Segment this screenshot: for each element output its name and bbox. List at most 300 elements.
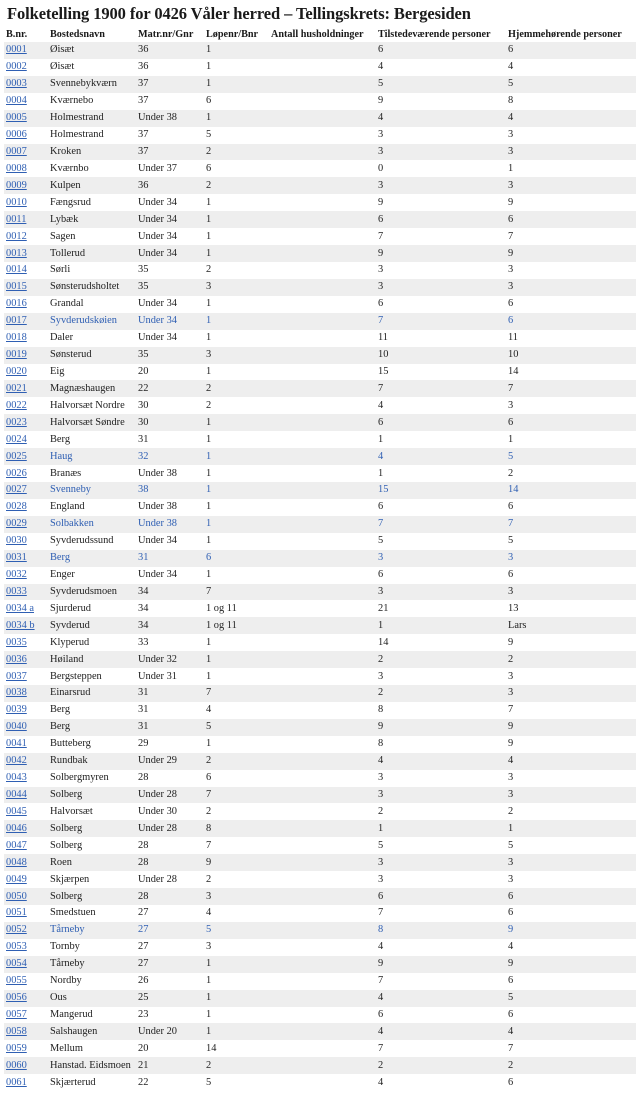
bnr-link[interactable]: 0034 b — [6, 619, 35, 631]
cell-bnr — [4, 482, 48, 499]
cell-husholdninger — [269, 127, 376, 144]
cell-husholdninger — [269, 313, 376, 330]
cell-husholdninger — [269, 93, 376, 110]
cell-bostedsnavn: Solberg — [48, 837, 136, 854]
bnr-link[interactable]: 0023 — [6, 416, 27, 428]
cell-bnr — [4, 820, 48, 837]
bnr-link[interactable]: 0029 — [6, 518, 27, 530]
cell-hjemmehorende: 7 — [506, 516, 636, 533]
cell-tilstedevaerende: 8 — [376, 702, 506, 719]
cell-bnr — [4, 685, 48, 702]
cell-hjemmehorende: 4 — [506, 59, 636, 76]
cell-bnr — [4, 499, 48, 516]
bnr-link[interactable]: 0022 — [6, 399, 27, 411]
bnr-link[interactable]: 0037 — [6, 670, 27, 682]
cell-hjemmehorende: 1 — [506, 431, 636, 448]
bnr-link[interactable]: 0060 — [6, 1059, 27, 1071]
bnr-link[interactable]: 0024 — [6, 433, 27, 445]
cell-matr: 20 — [136, 364, 204, 381]
cell-husholdninger — [269, 922, 376, 939]
cell-lopenr: 1 — [204, 228, 269, 245]
cell-lopenr: 1 — [204, 110, 269, 127]
cell-lopenr: 1 — [204, 211, 269, 228]
bnr-link[interactable]: 0038 — [6, 687, 27, 699]
bnr-link[interactable]: 0052 — [6, 924, 27, 936]
cell-hjemmehorende: 10 — [506, 347, 636, 364]
bnr-link[interactable]: 0025 — [6, 450, 27, 462]
table-row — [4, 820, 636, 837]
table-row — [4, 1007, 636, 1024]
cell-tilstedevaerende: 3 — [376, 279, 506, 296]
cell-bostedsnavn: Syvderudskøien — [48, 313, 136, 330]
cell-matr: 28 — [136, 854, 204, 871]
cell-tilstedevaerende: 6 — [376, 888, 506, 905]
bnr-link[interactable]: 0009 — [6, 179, 27, 191]
cell-hjemmehorende: 7 — [506, 380, 636, 397]
cell-tilstedevaerende: 14 — [376, 634, 506, 651]
bnr-link[interactable]: 0002 — [6, 61, 27, 73]
cell-husholdninger — [269, 482, 376, 499]
cell-bostedsnavn: Sørli — [48, 262, 136, 279]
cell-husholdninger — [269, 550, 376, 567]
cell-bnr — [4, 668, 48, 685]
cell-matr: Under 32 — [136, 651, 204, 668]
cell-bostedsnavn: Halvorsæt — [48, 803, 136, 820]
bnr-link[interactable]: 0010 — [6, 196, 27, 208]
cell-bnr — [4, 177, 48, 194]
cell-lopenr: 1 — [204, 431, 269, 448]
cell-hjemmehorende: 2 — [506, 803, 636, 820]
bnr-link[interactable]: 0008 — [6, 162, 27, 174]
cell-bnr — [4, 211, 48, 228]
bnr-link[interactable]: 0031 — [6, 552, 27, 564]
table-row — [4, 228, 636, 245]
cell-bostedsnavn: Høiland — [48, 651, 136, 668]
cell-tilstedevaerende: 6 — [376, 499, 506, 516]
cell-tilstedevaerende: 15 — [376, 364, 506, 381]
table-row — [4, 211, 636, 228]
cell-lopenr: 6 — [204, 93, 269, 110]
cell-lopenr: 1 — [204, 330, 269, 347]
bnr-link[interactable]: 0016 — [6, 298, 27, 310]
cell-tilstedevaerende: 2 — [376, 1057, 506, 1074]
bnr-link[interactable]: 0041 — [6, 738, 27, 750]
bnr-link[interactable]: 0012 — [6, 230, 27, 242]
cell-lopenr: 1 — [204, 499, 269, 516]
bnr-link[interactable]: 0055 — [6, 975, 27, 987]
cell-bnr — [4, 702, 48, 719]
cell-lopenr: 1 — [204, 59, 269, 76]
cell-husholdninger — [269, 871, 376, 888]
bnr-link[interactable]: 0007 — [6, 145, 27, 157]
bnr-link[interactable]: 0057 — [6, 1009, 27, 1020]
cell-husholdninger — [269, 364, 376, 381]
cell-bostedsnavn: Lybæk — [48, 211, 136, 228]
table-body — [4, 42, 636, 1091]
table-row — [4, 110, 636, 127]
cell-husholdninger — [269, 380, 376, 397]
bnr-link[interactable]: 0039 — [6, 704, 27, 716]
table-row — [4, 1040, 636, 1057]
bnr-link[interactable]: 0047 — [6, 839, 27, 851]
cell-husholdninger — [269, 228, 376, 245]
cell-matr: Under 29 — [136, 753, 204, 770]
table-row — [4, 871, 636, 888]
cell-lopenr: 7 — [204, 787, 269, 804]
table-row — [4, 888, 636, 905]
cell-husholdninger — [269, 465, 376, 482]
bnr-link[interactable]: 0006 — [6, 129, 27, 141]
cell-bostedsnavn: Tårneby — [48, 956, 136, 973]
bnr-link[interactable]: 0053 — [6, 941, 27, 953]
table-row — [4, 347, 636, 364]
cell-bostedsnavn: Halvorsæt Nordre — [48, 397, 136, 414]
cell-lopenr: 1 — [204, 465, 269, 482]
bnr-link[interactable]: 0003 — [6, 78, 27, 90]
bnr-link[interactable]: 0040 — [6, 721, 27, 733]
table-row — [4, 922, 636, 939]
table-row — [4, 279, 636, 296]
table-row — [4, 736, 636, 753]
cell-matr: 29 — [136, 736, 204, 753]
cell-husholdninger — [269, 397, 376, 414]
cell-bostedsnavn: Enger — [48, 567, 136, 584]
bnr-link[interactable]: 0058 — [6, 1025, 27, 1037]
cell-matr: 22 — [136, 380, 204, 397]
cell-hjemmehorende: 6 — [506, 567, 636, 584]
cell-bnr — [4, 584, 48, 601]
cell-bnr — [4, 1057, 48, 1074]
cell-husholdninger — [269, 499, 376, 516]
cell-tilstedevaerende: 9 — [376, 93, 506, 110]
bnr-link[interactable]: 0020 — [6, 365, 27, 377]
cell-hjemmehorende: 6 — [506, 42, 636, 59]
bnr-link[interactable]: 0049 — [6, 873, 27, 885]
cell-bnr — [4, 973, 48, 990]
cell-tilstedevaerende: 4 — [376, 448, 506, 465]
cell-tilstedevaerende: 3 — [376, 550, 506, 567]
cell-matr: 28 — [136, 888, 204, 905]
cell-bostedsnavn: Kulpen — [48, 177, 136, 194]
table-row — [4, 600, 636, 617]
cell-hjemmehorende: 4 — [506, 110, 636, 127]
cell-bostedsnavn: Hanstad. Eidsmoen — [48, 1057, 136, 1074]
cell-lopenr: 6 — [204, 550, 269, 567]
cell-tilstedevaerende: 6 — [376, 296, 506, 313]
cell-husholdninger — [269, 516, 376, 533]
table-row — [4, 76, 636, 93]
cell-tilstedevaerende: 6 — [376, 42, 506, 59]
cell-hjemmehorende: 5 — [506, 533, 636, 550]
cell-matr: Under 34 — [136, 194, 204, 211]
cell-matr: Under 20 — [136, 1023, 204, 1040]
bnr-link[interactable]: 0018 — [6, 332, 27, 344]
cell-matr: 31 — [136, 431, 204, 448]
table-row — [4, 330, 636, 347]
cell-matr: 27 — [136, 939, 204, 956]
cell-bnr — [4, 93, 48, 110]
cell-hjemmehorende: 3 — [506, 279, 636, 296]
cell-bostedsnavn: Kværnebo — [48, 93, 136, 110]
table-row — [4, 905, 636, 922]
cell-hjemmehorende: 6 — [506, 211, 636, 228]
cell-bnr — [4, 245, 48, 262]
cell-husholdninger — [269, 753, 376, 770]
cell-bostedsnavn: Nordby — [48, 973, 136, 990]
cell-bostedsnavn: Skjærpen — [48, 871, 136, 888]
table-row — [4, 1023, 636, 1040]
cell-tilstedevaerende: 7 — [376, 380, 506, 397]
bnr-link[interactable]: 0044 — [6, 789, 27, 801]
cell-tilstedevaerende: 7 — [376, 905, 506, 922]
table-row — [4, 127, 636, 144]
bnr-link[interactable]: 0042 — [6, 755, 27, 767]
cell-tilstedevaerende: 2 — [376, 651, 506, 668]
cell-hjemmehorende: 9 — [506, 245, 636, 262]
cell-husholdninger — [269, 787, 376, 804]
cell-bnr — [4, 380, 48, 397]
bnr-link[interactable]: 0005 — [6, 112, 27, 124]
cell-lopenr: 5 — [204, 719, 269, 736]
cell-lopenr: 6 — [204, 770, 269, 787]
bnr-link[interactable]: 0004 — [6, 95, 27, 107]
bnr-link[interactable]: 0001 — [6, 44, 27, 56]
cell-bnr — [4, 431, 48, 448]
cell-bnr — [4, 160, 48, 177]
bnr-link[interactable]: 0015 — [6, 281, 27, 293]
cell-hjemmehorende: 3 — [506, 584, 636, 601]
cell-tilstedevaerende: 7 — [376, 973, 506, 990]
cell-bostedsnavn: Solberg — [48, 888, 136, 905]
cell-tilstedevaerende: 11 — [376, 330, 506, 347]
table-row — [4, 414, 636, 431]
bnr-link[interactable]: 0026 — [6, 467, 27, 479]
header-row — [4, 27, 636, 42]
cell-husholdninger — [269, 1023, 376, 1040]
cell-tilstedevaerende: 3 — [376, 177, 506, 194]
cell-lopenr: 1 — [204, 567, 269, 584]
cell-matr: Under 31 — [136, 668, 204, 685]
bnr-link[interactable]: 0028 — [6, 501, 27, 513]
cell-tilstedevaerende: 4 — [376, 397, 506, 414]
bnr-link[interactable]: 0027 — [6, 484, 27, 496]
cell-hjemmehorende: 4 — [506, 1023, 636, 1040]
table-row — [4, 296, 636, 313]
col-header-bostedsnavn: Bostedsnavn — [50, 29, 105, 40]
cell-tilstedevaerende: 6 — [376, 567, 506, 584]
cell-matr: 30 — [136, 414, 204, 431]
cell-hjemmehorende: 5 — [506, 990, 636, 1007]
bnr-link[interactable]: 0061 — [6, 1076, 27, 1088]
cell-tilstedevaerende: 4 — [376, 59, 506, 76]
bnr-link[interactable]: 0030 — [6, 535, 27, 547]
cell-bostedsnavn: Eig — [48, 364, 136, 381]
cell-matr: 31 — [136, 719, 204, 736]
bnr-link[interactable]: 0014 — [6, 264, 27, 276]
cell-lopenr: 1 — [204, 1007, 269, 1024]
cell-matr: Under 34 — [136, 245, 204, 262]
cell-husholdninger — [269, 1074, 376, 1091]
cell-lopenr: 1 — [204, 990, 269, 1007]
cell-bostedsnavn: Holmestrand — [48, 110, 136, 127]
table-row — [4, 567, 636, 584]
cell-matr: Under 30 — [136, 803, 204, 820]
cell-bnr — [4, 634, 48, 651]
cell-bnr — [4, 736, 48, 753]
table-row — [4, 160, 636, 177]
cell-lopenr: 3 — [204, 279, 269, 296]
cell-matr: 34 — [136, 600, 204, 617]
cell-bostedsnavn: Solberg — [48, 820, 136, 837]
bnr-link[interactable]: 0043 — [6, 772, 27, 784]
cell-bnr — [4, 110, 48, 127]
cell-hjemmehorende: 3 — [506, 787, 636, 804]
table-row — [4, 42, 636, 59]
cell-tilstedevaerende: 3 — [376, 787, 506, 804]
cell-husholdninger — [269, 110, 376, 127]
cell-matr: 36 — [136, 59, 204, 76]
cell-husholdninger — [269, 76, 376, 93]
cell-husholdninger — [269, 59, 376, 76]
cell-bostedsnavn: Smedstuen — [48, 905, 136, 922]
cell-tilstedevaerende: 3 — [376, 854, 506, 871]
table-row — [4, 651, 636, 668]
cell-bostedsnavn: Øisæt — [48, 42, 136, 59]
cell-hjemmehorende: 3 — [506, 144, 636, 161]
cell-lopenr: 1 — [204, 313, 269, 330]
table-row — [4, 533, 636, 550]
cell-matr: Under 34 — [136, 296, 204, 313]
cell-tilstedevaerende: 5 — [376, 533, 506, 550]
cell-hjemmehorende: 3 — [506, 685, 636, 702]
table-row — [4, 1074, 636, 1091]
table-row — [4, 584, 636, 601]
cell-lopenr: 8 — [204, 820, 269, 837]
bnr-link[interactable]: 0045 — [6, 805, 27, 817]
cell-bnr — [4, 144, 48, 161]
cell-matr: 37 — [136, 127, 204, 144]
table-row — [4, 803, 636, 820]
cell-hjemmehorende: 8 — [506, 93, 636, 110]
cell-lopenr: 1 — [204, 973, 269, 990]
cell-bnr — [4, 313, 48, 330]
bnr-link[interactable]: 0034 a — [6, 602, 34, 614]
cell-husholdninger — [269, 939, 376, 956]
cell-lopenr: 1 og 11 — [204, 600, 269, 617]
table-row — [4, 550, 636, 567]
bnr-link[interactable]: 0059 — [6, 1042, 27, 1054]
cell-bostedsnavn: Svenneby — [48, 482, 136, 499]
table-row — [4, 956, 636, 973]
cell-bostedsnavn: Halvorsæt Søndre — [48, 414, 136, 431]
cell-matr: 27 — [136, 956, 204, 973]
cell-matr: Under 38 — [136, 110, 204, 127]
table-row — [4, 1057, 636, 1074]
bnr-link[interactable]: 0035 — [6, 636, 27, 648]
cell-bostedsnavn: Magnæshaugen — [48, 380, 136, 397]
bnr-link[interactable]: 0019 — [6, 349, 27, 361]
cell-lopenr: 4 — [204, 905, 269, 922]
cell-tilstedevaerende: 1 — [376, 431, 506, 448]
cell-bostedsnavn: Klyperud — [48, 634, 136, 651]
cell-bostedsnavn: Holmestrand — [48, 127, 136, 144]
cell-hjemmehorende: 5 — [506, 837, 636, 854]
cell-hjemmehorende: 2 — [506, 465, 636, 482]
cell-hjemmehorende: Lars — [506, 617, 636, 634]
cell-bnr — [4, 567, 48, 584]
cell-lopenr: 1 — [204, 634, 269, 651]
cell-bnr — [4, 296, 48, 313]
cell-hjemmehorende: 3 — [506, 177, 636, 194]
census-table — [4, 27, 636, 1091]
cell-lopenr: 2 — [204, 871, 269, 888]
cell-matr: Under 34 — [136, 567, 204, 584]
cell-matr: 21 — [136, 1057, 204, 1074]
bnr-link[interactable]: 0033 — [6, 585, 27, 597]
cell-matr: Under 34 — [136, 313, 204, 330]
bnr-link[interactable]: 0021 — [6, 382, 27, 394]
cell-tilstedevaerende: 9 — [376, 245, 506, 262]
cell-hjemmehorende: 6 — [506, 414, 636, 431]
bnr-link[interactable]: 0046 — [6, 822, 27, 834]
cell-bostedsnavn: Sønsterudsholtet — [48, 279, 136, 296]
bnr-link[interactable]: 0011 — [6, 213, 27, 225]
table-row — [4, 753, 636, 770]
bnr-link[interactable]: 0032 — [6, 569, 27, 581]
cell-bostedsnavn: Tollerud — [48, 245, 136, 262]
bnr-link[interactable]: 0050 — [6, 890, 27, 902]
cell-tilstedevaerende: 7 — [376, 313, 506, 330]
cell-bostedsnavn: Mangerud — [48, 1007, 136, 1024]
cell-husholdninger — [269, 617, 376, 634]
bnr-link[interactable]: 0054 — [6, 958, 27, 970]
cell-bostedsnavn: Branæs — [48, 465, 136, 482]
cell-lopenr: 1 — [204, 736, 269, 753]
cell-hjemmehorende: 1 — [506, 160, 636, 177]
bnr-link[interactable]: 0036 — [6, 653, 27, 665]
cell-matr: Under 34 — [136, 330, 204, 347]
cell-husholdninger — [269, 279, 376, 296]
cell-hjemmehorende: 6 — [506, 313, 636, 330]
cell-bnr — [4, 262, 48, 279]
bnr-link[interactable]: 0013 — [6, 247, 27, 259]
cell-tilstedevaerende: 2 — [376, 803, 506, 820]
cell-tilstedevaerende: 9 — [376, 956, 506, 973]
cell-husholdninger — [269, 905, 376, 922]
cell-matr: 37 — [136, 76, 204, 93]
cell-bnr — [4, 770, 48, 787]
cell-hjemmehorende: 4 — [506, 939, 636, 956]
table-row — [4, 262, 636, 279]
bnr-link[interactable]: 0017 — [6, 315, 27, 327]
cell-lopenr: 2 — [204, 1057, 269, 1074]
cell-matr: 27 — [136, 905, 204, 922]
cell-bnr — [4, 59, 48, 76]
cell-hjemmehorende: 6 — [506, 905, 636, 922]
cell-husholdninger — [269, 956, 376, 973]
cell-matr: Under 34 — [136, 228, 204, 245]
cell-lopenr: 1 — [204, 651, 269, 668]
bnr-link[interactable]: 0051 — [6, 907, 27, 919]
table-row — [4, 364, 636, 381]
cell-matr: 34 — [136, 617, 204, 634]
cell-husholdninger — [269, 702, 376, 719]
cell-husholdninger — [269, 296, 376, 313]
bnr-link[interactable]: 0056 — [6, 992, 27, 1004]
bnr-link[interactable]: 0048 — [6, 856, 27, 868]
cell-tilstedevaerende: 8 — [376, 922, 506, 939]
cell-bnr — [4, 651, 48, 668]
